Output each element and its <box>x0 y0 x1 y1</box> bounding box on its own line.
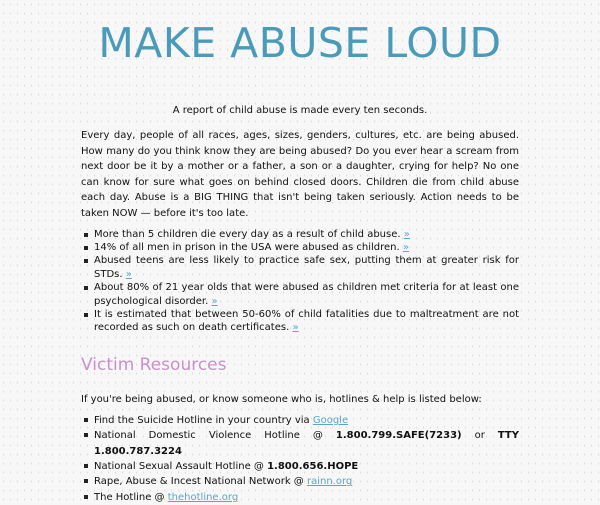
hotline-label: The Hotline @ <box>94 491 168 503</box>
hotline-number: 1.800.656.HOPE <box>267 461 359 473</box>
fact-source-link[interactable]: » <box>403 228 410 240</box>
hotline-item-sexual-assault <box>81 459 519 474</box>
fact-item <box>81 308 519 335</box>
fact-text: About 80% of 21 year olds that were abused as children met criteria for at least one psychological disorder. <box>94 282 519 307</box>
thehotline-link[interactable]: thehotline.org <box>167 491 239 503</box>
fact-source-link[interactable]: » <box>402 241 410 253</box>
hotline-label: Find the Suicide Hotline in your country via <box>94 414 313 426</box>
hotline-number: 1.800.799.SAFE(7233) <box>335 430 462 442</box>
fact-item <box>81 241 519 254</box>
intro-paragraph: Every day, people of all races, ages, sizes, genders, cultures, etc. are being abused. How many do you think know they are being abused? Do you ever hear a scream from next door be it by a mother or a father, a son or a daughter, crying for help? No one can know for sure what goes on behind closed doors. Children die from child abuse each day. Abuse is a BIG THING that isn't being taken seriously. Action needs to be taken NOW — before it's too late. <box>81 130 519 219</box>
page-container <box>81 0 519 505</box>
fact-text: 14% of all men in prison in the USA were abused as children. <box>94 241 400 253</box>
fact-item <box>81 281 519 308</box>
hotline-label: National Domestic Violence Hotline @ <box>94 430 336 442</box>
hotline-item-domestic-violence <box>81 428 519 459</box>
section-heading-victim-resources: Victim Resources <box>81 354 227 375</box>
hotline-list <box>81 413 519 505</box>
fact-text: It is estimated that between 50-60% of child fatalities due to maltreatment are not recorded as such on death certificates. <box>94 309 519 334</box>
fact-item <box>81 228 519 241</box>
fact-item <box>81 254 519 281</box>
tagline: A report of child abuse is made every ten seconds. <box>172 105 428 116</box>
page-title: MAKE ABUSE LOUD <box>98 19 502 67</box>
hotline-label: Rape, Abuse & Incest National Network @ <box>94 476 307 488</box>
hotline-item-the-hotline <box>81 490 519 505</box>
facts-list <box>81 228 519 335</box>
hotline-separator: or <box>461 430 498 442</box>
fact-text: More than 5 children die every day as a result of child abuse. <box>94 228 401 240</box>
rainn-link[interactable]: rainn.org <box>306 476 353 488</box>
hotline-item-suicide <box>81 413 519 428</box>
fact-source-link[interactable]: » <box>125 268 132 280</box>
resources-intro: If you're being abused, or know someone who is, hotlines & help is listed below: <box>81 393 482 405</box>
hotline-item-rainn <box>81 474 519 489</box>
google-link[interactable]: Google <box>312 414 349 426</box>
fact-source-link[interactable]: » <box>292 322 299 334</box>
tty-number: TTY 1.800.787.3224 <box>94 430 519 457</box>
fact-text: Abused teens are less likely to practice safe sex, putting them at greater risk for STDs. <box>94 255 519 280</box>
hotline-label: National Sexual Assault Hotline @ <box>94 461 268 473</box>
fact-source-link[interactable]: » <box>211 295 218 307</box>
